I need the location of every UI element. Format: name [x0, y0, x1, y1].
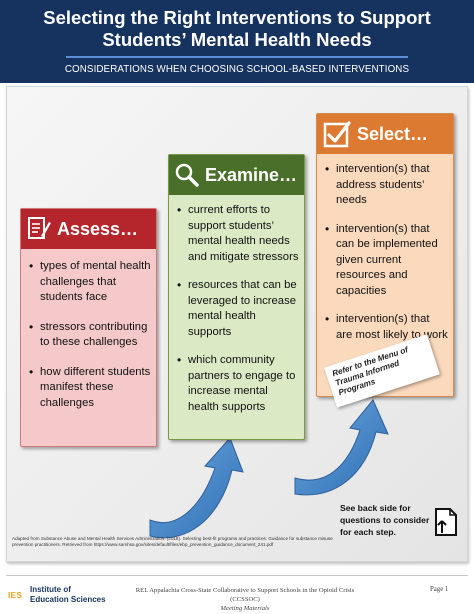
magnifying-glass-icon [169, 155, 205, 195]
footer-divider [6, 575, 468, 576]
list-item: • stressors contributing to these challenges [21, 320, 156, 351]
select-header [317, 114, 453, 154]
page-turn-icon [432, 507, 458, 537]
ies-logo [8, 585, 108, 607]
list-item: • how different students manifest these challenges [21, 365, 156, 412]
ies-logo-line-2: Education Sciences [30, 594, 106, 604]
ies-logo-line-1: Institute of [30, 585, 71, 594]
arrow-assess-to-examine [150, 438, 243, 538]
citation-line-2: prevention practitioners. Retrieved from https://www.samhsa.gov/sites/default/files/ebp_prevention_guidance_document_241.pdf [12, 542, 274, 547]
list-item: • intervention(s) that address students’ needs [317, 162, 453, 209]
title-line-2: Students’ Mental Health Needs [102, 29, 372, 50]
see-back-text: See back side for questions to consider for each step. [340, 503, 430, 537]
source-citation [12, 536, 342, 548]
examine-card [168, 154, 305, 440]
ies-logo-mark: IES [8, 590, 23, 600]
select-title: Select… [357, 123, 429, 144]
footer-meeting-materials: Meeting Materials [220, 605, 270, 612]
list-item: • resources that can be leveraged to increase mental health supports [169, 278, 304, 340]
page-subtitle: CONSIDERATIONS WHEN CHOOSING SCHOOL-BASED INTERVENTIONS [64, 64, 410, 75]
list-item: • which community partners to engage to increase mental health supports [169, 353, 304, 415]
assess-title: Assess… [57, 218, 139, 239]
assess-list [21, 259, 156, 411]
title-line-1: Selecting the Right Interventions to Support [43, 7, 431, 28]
checkbox-icon [317, 114, 357, 154]
arrow-examine-to-select [295, 400, 388, 495]
menu-reference-note: Refer to the Menu of Trauma Informed Programs [324, 334, 440, 407]
examine-title: Examine… [205, 164, 298, 185]
list-item: • intervention(s) that can be implemented given current resources and capacities [317, 222, 453, 300]
page-number: Page 1 [430, 586, 449, 593]
list-item: • current efforts to support students’ mental health needs and mitigate stressors [169, 203, 304, 265]
list-item: • types of mental health challenges that students face [21, 259, 156, 306]
list-item: • intervention(s) that are most likely to work [317, 312, 453, 343]
examine-header [169, 155, 304, 195]
ies-logo-text [30, 585, 106, 604]
footer-center-text [125, 586, 365, 613]
footer-collaborative: REL Appalachia Cross-State Collaborative to Support Schools in the Opioid Crisis (CCSSOC) [135, 587, 355, 603]
examine-list [169, 203, 304, 415]
assess-card [20, 208, 157, 447]
citation-line-1: Adapted from Substance Abuse and Mental Health Services Administration. (2018). Selecting best-fit programs and practices: Guidance for substance misuse [12, 536, 333, 541]
select-list [317, 162, 453, 343]
assess-header [21, 209, 156, 249]
checklist-pencil-icon [21, 209, 57, 249]
